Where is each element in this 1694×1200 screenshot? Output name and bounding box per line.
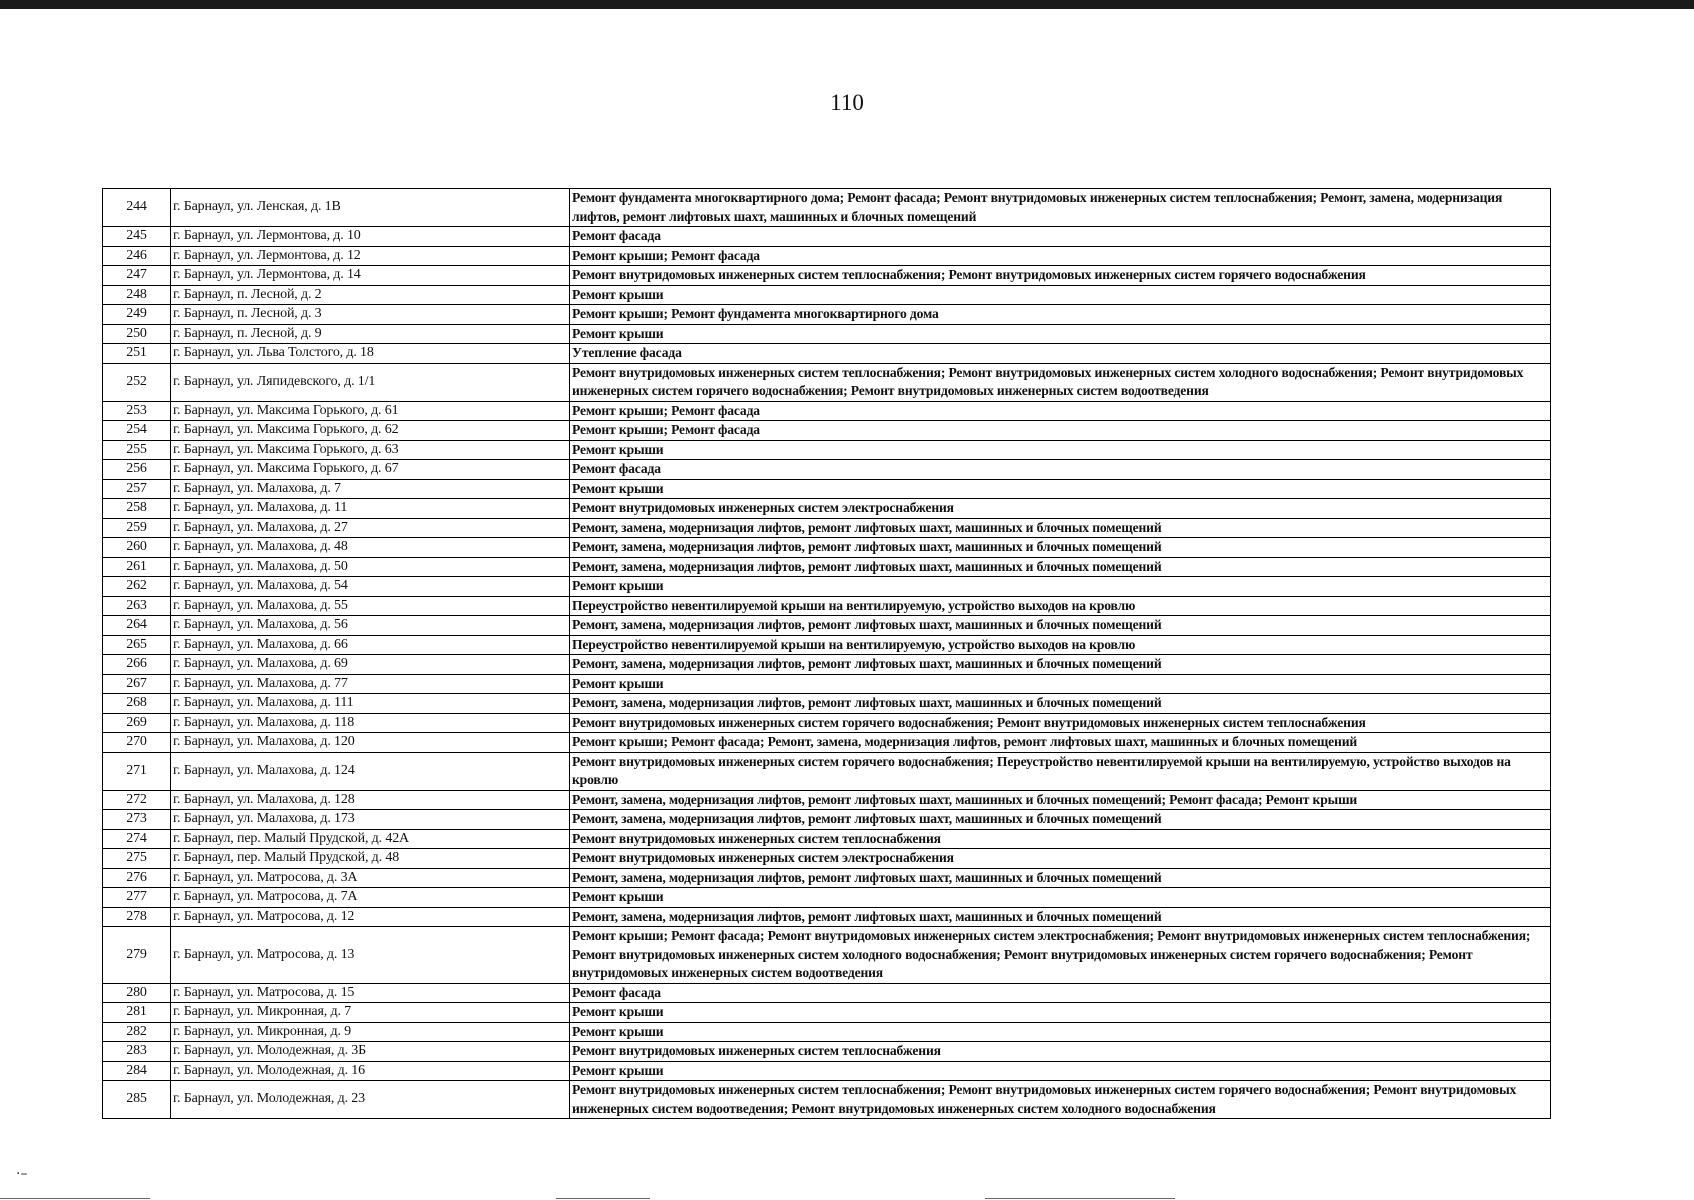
repair-works-cell: Ремонт внутридомовых инженерных систем горячего водоснабжения; Ремонт внутридомовых инженерных систем теплоснабжения	[570, 713, 1551, 733]
row-number-cell: 268	[103, 694, 171, 714]
table-row	[103, 1061, 1551, 1081]
repair-works-cell: Ремонт крыши; Ремонт фасада; Ремонт внутридомовых инженерных систем электроснабжения; Ремонт внутридомовых инженерных систем теплоснабжения; Ремонт внутридомовых инженерных систем холодного водоснабжения; Ремонт внутридомовых инженерных систем горячего водоснабжения; Ремонт внутридомовых инженерных систем водоотведения	[570, 927, 1551, 984]
table-row	[103, 868, 1551, 888]
repair-works-cell: Ремонт крыши; Ремонт фундамента многоквартирного дома	[570, 305, 1551, 325]
repair-works-cell: Ремонт внутридомовых инженерных систем теплоснабжения; Ремонт внутридомовых инженерных систем горячего водоснабжения	[570, 266, 1551, 286]
address-cell: г. Барнаул, ул. Молодежная, д. 3Б	[171, 1042, 570, 1062]
repair-works-cell: Ремонт крыши; Ремонт фасада	[570, 246, 1551, 266]
table-row	[103, 674, 1551, 694]
table-row	[103, 655, 1551, 675]
row-number-cell: 266	[103, 655, 171, 675]
repair-works-cell: Ремонт внутридомовых инженерных систем теплоснабжения	[570, 829, 1551, 849]
row-number-cell: 272	[103, 790, 171, 810]
address-cell: г. Барнаул, ул. Лермонтова, д. 12	[171, 246, 570, 266]
repair-works-cell: Ремонт, замена, модернизация лифтов, ремонт лифтовых шахт, машинных и блочных помещений	[570, 655, 1551, 675]
row-number-cell: 278	[103, 907, 171, 927]
address-cell: г. Барнаул, ул. Малахова, д. 54	[171, 577, 570, 597]
table-row	[103, 635, 1551, 655]
row-number-cell: 277	[103, 888, 171, 908]
table-row	[103, 538, 1551, 558]
address-cell: г. Барнаул, ул. Матросова, д. 13	[171, 927, 570, 984]
table-row	[103, 189, 1551, 227]
table-row	[103, 752, 1551, 790]
repair-works-cell: Ремонт внутридомовых инженерных систем теплоснабжения	[570, 1042, 1551, 1062]
table-row	[103, 305, 1551, 325]
table-row	[103, 596, 1551, 616]
row-number-cell: 282	[103, 1022, 171, 1042]
table-row	[103, 266, 1551, 286]
row-number-cell: 248	[103, 285, 171, 305]
row-number-cell: 255	[103, 440, 171, 460]
table-row	[103, 518, 1551, 538]
table-row	[103, 421, 1551, 441]
repair-works-cell: Ремонт внутридомовых инженерных систем теплоснабжения; Ремонт внутридомовых инженерных систем горячего водоснабжения; Ремонт внутридомовых инженерных систем водоотведения; Ремонт внутридомовых инженерных систем холодного водоснабжения	[570, 1081, 1551, 1119]
repair-works-cell: Ремонт внутридомовых инженерных систем электроснабжения	[570, 849, 1551, 869]
repair-works-cell: Ремонт крыши	[570, 888, 1551, 908]
address-cell: г. Барнаул, ул. Малахова, д. 77	[171, 674, 570, 694]
row-number-cell: 284	[103, 1061, 171, 1081]
repair-works-cell: Переустройство невентилируемой крыши на вентилируемую, устройство выходов на кровлю	[570, 635, 1551, 655]
row-number-cell: 260	[103, 538, 171, 558]
address-cell: г. Барнаул, ул. Малахова, д. 128	[171, 790, 570, 810]
repair-works-cell: Ремонт внутридомовых инженерных систем электроснабжения	[570, 499, 1551, 519]
repair-works-cell: Ремонт крыши	[570, 674, 1551, 694]
row-number-cell: 276	[103, 868, 171, 888]
repair-works-cell: Ремонт фасада	[570, 227, 1551, 247]
repair-works-cell: Ремонт крыши; Ремонт фасада	[570, 401, 1551, 421]
address-cell: г. Барнаул, ул. Микронная, д. 7	[171, 1003, 570, 1023]
address-cell: г. Барнаул, п. Лесной, д. 2	[171, 285, 570, 305]
table-row	[103, 810, 1551, 830]
table-row	[103, 983, 1551, 1003]
address-cell: г. Барнаул, ул. Молодежная, д. 23	[171, 1081, 570, 1119]
table-body	[103, 189, 1551, 1119]
row-number-cell: 254	[103, 421, 171, 441]
table-row	[103, 324, 1551, 344]
repair-works-cell: Ремонт крыши	[570, 1003, 1551, 1023]
row-number-cell: 261	[103, 557, 171, 577]
repair-works-cell: Ремонт, замена, модернизация лифтов, ремонт лифтовых шахт, машинных и блочных помещений	[570, 557, 1551, 577]
table-row	[103, 616, 1551, 636]
row-number-cell: 281	[103, 1003, 171, 1023]
row-number-cell: 259	[103, 518, 171, 538]
address-cell: г. Барнаул, ул. Матросова, д. 7А	[171, 888, 570, 908]
row-number-cell: 246	[103, 246, 171, 266]
row-number-cell: 270	[103, 733, 171, 753]
address-cell: г. Барнаул, ул. Малахова, д. 11	[171, 499, 570, 519]
table-row	[103, 557, 1551, 577]
table-row	[103, 888, 1551, 908]
table-row	[103, 790, 1551, 810]
repair-works-cell: Ремонт крыши; Ремонт фасада	[570, 421, 1551, 441]
repair-works-cell: Ремонт крыши	[570, 1022, 1551, 1042]
address-cell: г. Барнаул, ул. Малахова, д. 55	[171, 596, 570, 616]
address-cell: г. Барнаул, ул. Малахова, д. 124	[171, 752, 570, 790]
row-number-cell: 275	[103, 849, 171, 869]
address-cell: г. Барнаул, п. Лесной, д. 9	[171, 324, 570, 344]
row-number-cell: 283	[103, 1042, 171, 1062]
repair-works-cell: Ремонт, замена, модернизация лифтов, ремонт лифтовых шахт, машинных и блочных помещений	[570, 616, 1551, 636]
address-cell: г. Барнаул, ул. Лермонтова, д. 10	[171, 227, 570, 247]
repair-works-cell: Ремонт, замена, модернизация лифтов, ремонт лифтовых шахт, машинных и блочных помещений	[570, 694, 1551, 714]
address-cell: г. Барнаул, ул. Молодежная, д. 16	[171, 1061, 570, 1081]
table-row	[103, 227, 1551, 247]
address-cell: г. Барнаул, ул. Малахова, д. 111	[171, 694, 570, 714]
table-row	[103, 479, 1551, 499]
scan-bottom-line	[556, 1198, 650, 1199]
row-number-cell: 273	[103, 810, 171, 830]
table-row	[103, 460, 1551, 480]
address-cell: г. Барнаул, ул. Малахова, д. 118	[171, 713, 570, 733]
table-row	[103, 246, 1551, 266]
scan-top-border	[0, 0, 1694, 9]
repair-works-cell: Ремонт, замена, модернизация лифтов, ремонт лифтовых шахт, машинных и блочных помещений	[570, 810, 1551, 830]
table-row	[103, 694, 1551, 714]
row-number-cell: 249	[103, 305, 171, 325]
row-number-cell: 285	[103, 1081, 171, 1119]
row-number-cell: 257	[103, 479, 171, 499]
table-row	[103, 849, 1551, 869]
row-number-cell: 244	[103, 189, 171, 227]
repair-works-cell: Ремонт внутридомовых инженерных систем горячего водоснабжения; Переустройство невентилируемой крыши на вентилируемую, устройство выходов на кровлю	[570, 752, 1551, 790]
row-number-cell: 267	[103, 674, 171, 694]
address-cell: г. Барнаул, ул. Малахова, д. 56	[171, 616, 570, 636]
repair-works-cell: Ремонт крыши; Ремонт фасада; Ремонт, замена, модернизация лифтов, ремонт лифтовых шахт, машинных и блочных помещений	[570, 733, 1551, 753]
repair-works-cell: Переустройство невентилируемой крыши на вентилируемую, устройство выходов на кровлю	[570, 596, 1551, 616]
row-number-cell: 253	[103, 401, 171, 421]
address-cell: г. Барнаул, ул. Льва Толстого, д. 18	[171, 344, 570, 364]
repair-works-cell: Ремонт крыши	[570, 577, 1551, 597]
row-number-cell: 263	[103, 596, 171, 616]
scan-artifact-mark: ·–	[16, 1166, 28, 1182]
table-row	[103, 363, 1551, 401]
repair-works-cell: Ремонт, замена, модернизация лифтов, ремонт лифтовых шахт, машинных и блочных помещений	[570, 907, 1551, 927]
repair-works-cell: Ремонт крыши	[570, 440, 1551, 460]
row-number-cell: 251	[103, 344, 171, 364]
address-cell: г. Барнаул, ул. Малахова, д. 27	[171, 518, 570, 538]
table-row	[103, 344, 1551, 364]
table-row	[103, 577, 1551, 597]
address-cell: г. Барнаул, п. Лесной, д. 3	[171, 305, 570, 325]
address-cell: г. Барнаул, ул. Ляпидевского, д. 1/1	[171, 363, 570, 401]
address-cell: г. Барнаул, ул. Максима Горького, д. 62	[171, 421, 570, 441]
repair-works-cell: Ремонт фасада	[570, 983, 1551, 1003]
repair-works-cell: Ремонт фундамента многоквартирного дома; Ремонт фасада; Ремонт внутридомовых инженерных систем теплоснабжения; Ремонт, замена, модернизация лифтов, ремонт лифтовых шахт, машинных и блочных помещений	[570, 189, 1551, 227]
row-number-cell: 264	[103, 616, 171, 636]
table-row	[103, 499, 1551, 519]
row-number-cell: 269	[103, 713, 171, 733]
address-cell: г. Барнаул, пер. Малый Прудской, д. 48	[171, 849, 570, 869]
repair-works-cell: Ремонт фасада	[570, 460, 1551, 480]
scan-bottom-line	[985, 1198, 1175, 1199]
address-cell: г. Барнаул, ул. Лермонтова, д. 14	[171, 266, 570, 286]
row-number-cell: 279	[103, 927, 171, 984]
row-number-cell: 262	[103, 577, 171, 597]
repair-works-cell: Утепление фасада	[570, 344, 1551, 364]
address-cell: г. Барнаул, ул. Малахова, д. 173	[171, 810, 570, 830]
table-row	[103, 829, 1551, 849]
row-number-cell: 274	[103, 829, 171, 849]
table-row	[103, 1003, 1551, 1023]
table-row	[103, 1081, 1551, 1119]
address-cell: г. Барнаул, ул. Малахова, д. 66	[171, 635, 570, 655]
repair-register-table	[102, 188, 1551, 1119]
address-cell: г. Барнаул, ул. Малахова, д. 120	[171, 733, 570, 753]
address-cell: г. Барнаул, ул. Матросова, д. 12	[171, 907, 570, 927]
table-row	[103, 733, 1551, 753]
row-number-cell: 258	[103, 499, 171, 519]
table-row	[103, 1042, 1551, 1062]
scan-bottom-line	[0, 1198, 150, 1199]
table-row	[103, 285, 1551, 305]
address-cell: г. Барнаул, ул. Матросова, д. 15	[171, 983, 570, 1003]
address-cell: г. Барнаул, ул. Максима Горького, д. 63	[171, 440, 570, 460]
address-cell: г. Барнаул, ул. Малахова, д. 69	[171, 655, 570, 675]
address-cell: г. Барнаул, ул. Максима Горького, д. 61	[171, 401, 570, 421]
repair-works-cell: Ремонт, замена, модернизация лифтов, ремонт лифтовых шахт, машинных и блочных помещений	[570, 538, 1551, 558]
row-number-cell: 252	[103, 363, 171, 401]
repair-works-cell: Ремонт внутридомовых инженерных систем теплоснабжения; Ремонт внутридомовых инженерных систем холодного водоснабжения; Ремонт внутридомовых инженерных систем горячего водоснабжения; Ремонт внутридомовых инженерных систем водоотведения	[570, 363, 1551, 401]
row-number-cell: 256	[103, 460, 171, 480]
repair-works-cell: Ремонт, замена, модернизация лифтов, ремонт лифтовых шахт, машинных и блочных помещений; Ремонт фасада; Ремонт крыши	[570, 790, 1551, 810]
table-row	[103, 401, 1551, 421]
table-row	[103, 927, 1551, 984]
table-row	[103, 713, 1551, 733]
row-number-cell: 271	[103, 752, 171, 790]
repair-works-cell: Ремонт крыши	[570, 479, 1551, 499]
row-number-cell: 280	[103, 983, 171, 1003]
repair-works-cell: Ремонт, замена, модернизация лифтов, ремонт лифтовых шахт, машинных и блочных помещений	[570, 518, 1551, 538]
address-cell: г. Барнаул, ул. Малахова, д. 48	[171, 538, 570, 558]
repair-works-cell: Ремонт, замена, модернизация лифтов, ремонт лифтовых шахт, машинных и блочных помещений	[570, 868, 1551, 888]
repair-works-cell: Ремонт крыши	[570, 285, 1551, 305]
row-number-cell: 265	[103, 635, 171, 655]
address-cell: г. Барнаул, ул. Микронная, д. 9	[171, 1022, 570, 1042]
row-number-cell: 250	[103, 324, 171, 344]
repair-works-cell: Ремонт крыши	[570, 1061, 1551, 1081]
row-number-cell: 247	[103, 266, 171, 286]
address-cell: г. Барнаул, ул. Малахова, д. 50	[171, 557, 570, 577]
address-cell: г. Барнаул, ул. Малахова, д. 7	[171, 479, 570, 499]
address-cell: г. Барнаул, ул. Матросова, д. 3А	[171, 868, 570, 888]
table-row	[103, 1022, 1551, 1042]
address-cell: г. Барнаул, ул. Ленская, д. 1В	[171, 189, 570, 227]
table-row	[103, 907, 1551, 927]
row-number-cell: 245	[103, 227, 171, 247]
table-row	[103, 440, 1551, 460]
address-cell: г. Барнаул, ул. Максима Горького, д. 67	[171, 460, 570, 480]
repair-works-cell: Ремонт крыши	[570, 324, 1551, 344]
page-number: 110	[830, 90, 864, 115]
address-cell: г. Барнаул, пер. Малый Прудской, д. 42А	[171, 829, 570, 849]
